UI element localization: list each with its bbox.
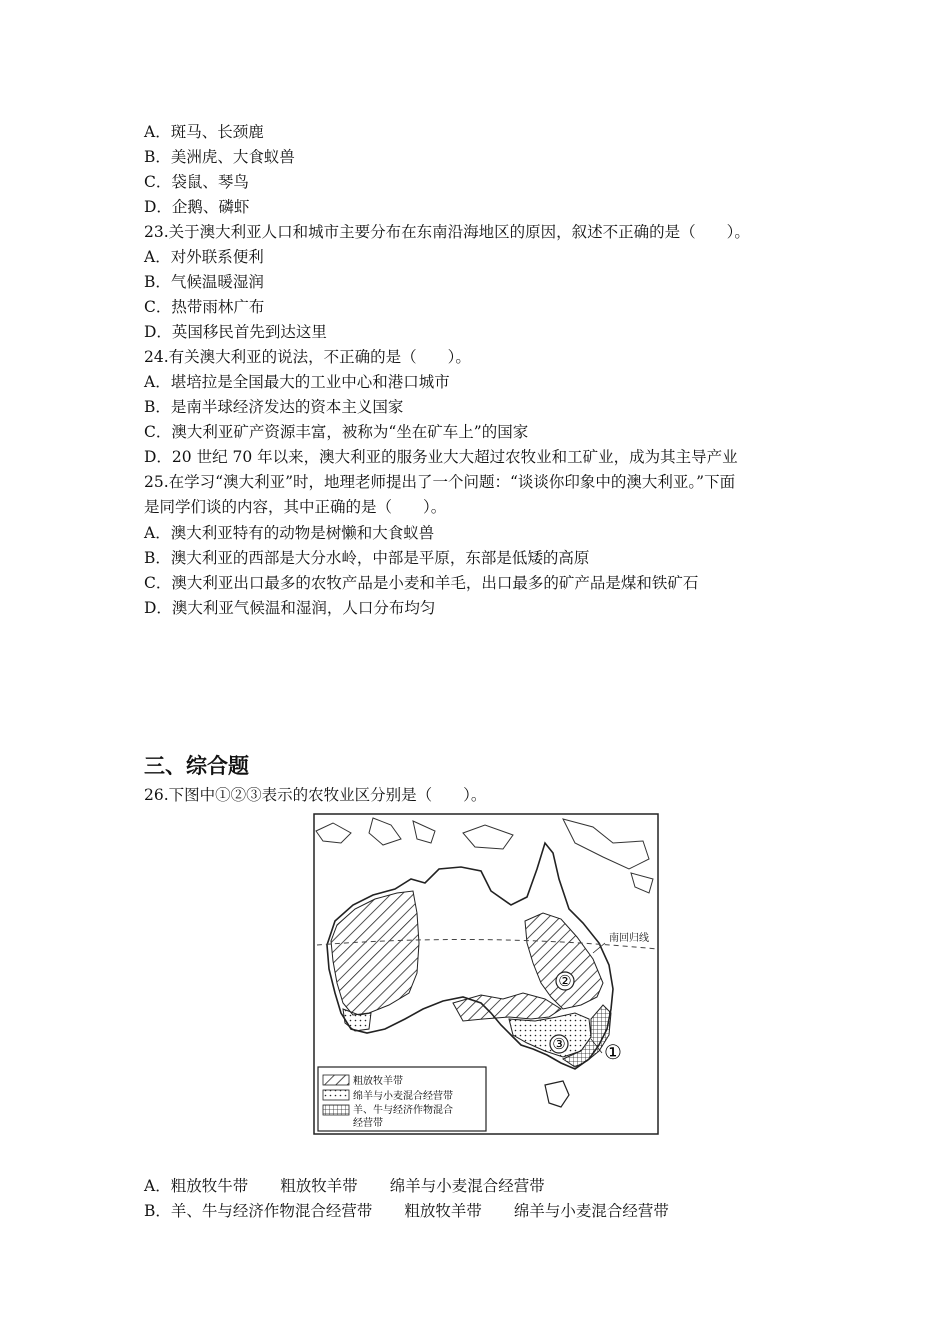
q26-option-b-1: B．羊、牛与经济作物混合经营带	[144, 1202, 373, 1220]
q24-option-a: A．堪培拉是全国最大的工业中心和港口城市	[144, 373, 450, 391]
q25-option-b: B．澳大利亚的西部是大分水岭，中部是平原，东部是低矮的高原	[144, 549, 590, 567]
legend-label-grazing: 粗放牧羊带	[353, 1076, 403, 1087]
marker-3: ③	[552, 1035, 566, 1053]
marker-1: ①	[604, 1040, 622, 1064]
q24-stem: 24.有关澳大利亚的说法，不正确的是（ ）。	[144, 348, 471, 366]
q22-option-d: D．企鹅、磷虾	[144, 198, 250, 216]
q26-stem: 26.下图中①②③表示的农牧业区分别是（ ）。	[144, 786, 487, 804]
q26-option-b	[144, 1201, 669, 1221]
q25-option-d: D．澳大利亚气候温和湿润，人口分布均匀	[144, 599, 436, 617]
q22-option-b: B．美洲虎、大食蚁兽	[144, 148, 295, 166]
legend-swatch-grazing	[323, 1075, 349, 1085]
q23-option-a: A．对外联系便利	[144, 248, 264, 266]
legend-label-cash-crops-cont: 经营带	[353, 1118, 383, 1129]
q26-option-a-2: 粗放牧羊带	[280, 1177, 358, 1195]
q22-option-c: C．袋鼠、琴鸟	[144, 173, 249, 191]
q26-option-a-1: A．粗放牧牛带	[144, 1177, 249, 1195]
q23-option-b: B．气候温暖湿润	[144, 273, 264, 291]
q26-option-a-3: 绵羊与小麦混合经营带	[389, 1177, 545, 1195]
q24-option-b: B．是南半球经济发达的资本主义国家	[144, 398, 404, 416]
marker-2: ②	[558, 972, 572, 990]
q24-option-d: D．20 世纪 70 年以来，澳大利亚的服务业大大超过农牧业和工矿业，成为其主导产业	[144, 448, 738, 466]
q25-stem-line1: 25.在学习“澳大利亚”时，地理老师提出了一个问题：“谈谈你印象中的澳大利亚。”下面	[144, 473, 736, 491]
q23-option-d: D．英国移民首先到达这里	[144, 323, 327, 341]
legend-swatch-wheat-sheep	[323, 1090, 349, 1100]
q24-option-c: C．澳大利亚矿产资源丰富，被称为“坐在矿车上”的国家	[144, 423, 529, 441]
q25-option-a: A．澳大利亚特有的动物是树懒和大食蚁兽	[144, 524, 435, 542]
legend-label-wheat-sheep: 绵羊与小麦混合经营带	[353, 1091, 453, 1102]
section-heading: 三、综合题	[144, 754, 249, 778]
q25-stem-line2: 是同学们谈的内容，其中正确的是（ ）。	[144, 498, 447, 516]
q22-option-a: A．斑马、长颈鹿	[144, 123, 264, 141]
tropic-label: 南回归线	[609, 933, 649, 944]
q23-stem: 23.关于澳大利亚人口和城市主要分布在东南沿海地区的原因，叙述不正确的是（ ）。	[144, 223, 750, 241]
legend-label-cash-crops: 羊、牛与经济作物混合	[353, 1105, 453, 1116]
q26-option-b-2: 粗放牧羊带	[404, 1202, 482, 1220]
q25-option-c: C．澳大利亚出口最多的农牧产品是小麦和羊毛，出口最多的矿产品是煤和铁矿石	[144, 574, 699, 592]
q26-option-b-3: 绵羊与小麦混合经营带	[513, 1202, 669, 1220]
q26-option-a	[144, 1176, 545, 1196]
australia-agriculture-map	[313, 813, 663, 1137]
legend-swatch-cash-crops	[323, 1105, 349, 1115]
q23-option-c: C．热带雨林广布	[144, 298, 265, 316]
